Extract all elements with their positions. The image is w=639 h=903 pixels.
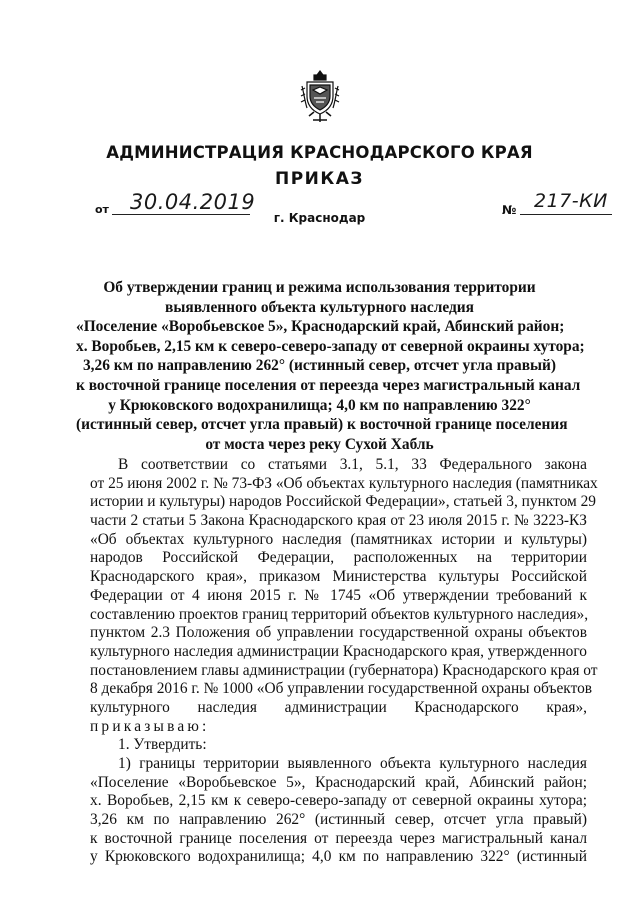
body-line: х. Воробьев, 2,15 км к северо-северо-западу от северной окраины хутора; [90, 792, 587, 810]
body-line: пунктом 2.3 Положения об управлении государственной охраны объектов [90, 624, 587, 642]
body-line: культурного наследия администрации Краснодарского края, утвержденного [90, 642, 587, 660]
body-line: составлению проектов границ территорий объектов культурного наследия», [90, 605, 589, 623]
city-label: г. Краснодар [273, 211, 366, 225]
number-value: 217-КИ [534, 190, 608, 212]
body-line: к восточной границе поселения от переезда через магистральный канал [90, 829, 587, 847]
body-line: 3,26 км по направлению 262° (истинный север, отсчет угла правый) [90, 811, 587, 829]
title-line: Об утверждении границ и режима использования территории [103, 279, 536, 296]
title-line: 3,26 км по направлению 262° (истинный север, отсчет угла правый) [82, 357, 557, 375]
title-line: «Поселение «Воробьевское 5», Краснодарский край, Абинский район; [76, 318, 565, 336]
body-line: от 25 июня 2002 г. № 73-ФЗ «Об объектах культурного наследия (памятниках [90, 474, 598, 492]
coat-of-arms-icon [299, 68, 341, 124]
document-type: ПРИКАЗ [274, 169, 365, 189]
body-line: Краснодарского края», приказом Министерства культуры Российской [90, 568, 587, 586]
body-line: у Крюковского водохранилища; 4,0 км по направлению 322° (истинный [90, 848, 587, 866]
body-line: Федерации от 4 июня 2015 г. № 1745 «Об утверждении требований к [90, 586, 587, 604]
body-line-decree: приказываю: [90, 717, 210, 735]
body-line: 1) границы территории выявленного объекта культурного наследия [118, 755, 587, 772]
title-line: к восточной границе поселения от переезда через магистральный канал [76, 376, 581, 394]
body-line-item: 1. Утвердить: [118, 736, 207, 754]
document-body [90, 456, 598, 867]
title-line: выявленного объекта культурного наследия [165, 298, 474, 316]
body-line: постановлением главы администрации (губернатора) Краснодарского края от [90, 661, 598, 679]
body-line: В соответствии со статьями 3.1, 5.1, 33 Федерального закона [118, 456, 587, 473]
title-line: от моста через реку Сухой Хабль [205, 435, 434, 453]
body-line: 8 декабря 2016 г. № 1000 «Об управлении государственной охраны объектов [90, 680, 593, 698]
title-line: х. Воробьев, 2,15 км к северо-северо-западу от северной окраины хутора; [76, 337, 585, 355]
body-line: истории и культуры) народов Российской Федерации», статьей 3, пунктом 29 [90, 493, 597, 511]
number-label: № [502, 203, 517, 217]
title-line: у Крюковского водохранилища; 4,0 км по направлению 322° [108, 396, 531, 414]
body-line: культурного наследия администрации Краснодарского края», [90, 698, 587, 716]
document-title [76, 278, 585, 454]
body-line: «Об объектах культурного наследия (памятниках истории и культуры) [90, 530, 587, 548]
title-line: (истинный север, отсчет угла правый) к восточной границе поселения [76, 416, 568, 434]
body-line: «Поселение «Воробьевское 5», Краснодарский край, Абинский район; [90, 773, 587, 791]
organization-name: АДМИНИСТРАЦИЯ КРАСНОДАРСКОГО КРАЯ [106, 143, 533, 162]
body-line: части 2 статьи 5 Закона Краснодарского края от 23 июля 2015 г. № 3223-КЗ [90, 512, 587, 530]
body-line: народов Российской Федерации, расположенных на территории [90, 549, 587, 567]
date-label: от [95, 203, 109, 216]
date-value: 30.04.2019 [130, 190, 256, 214]
